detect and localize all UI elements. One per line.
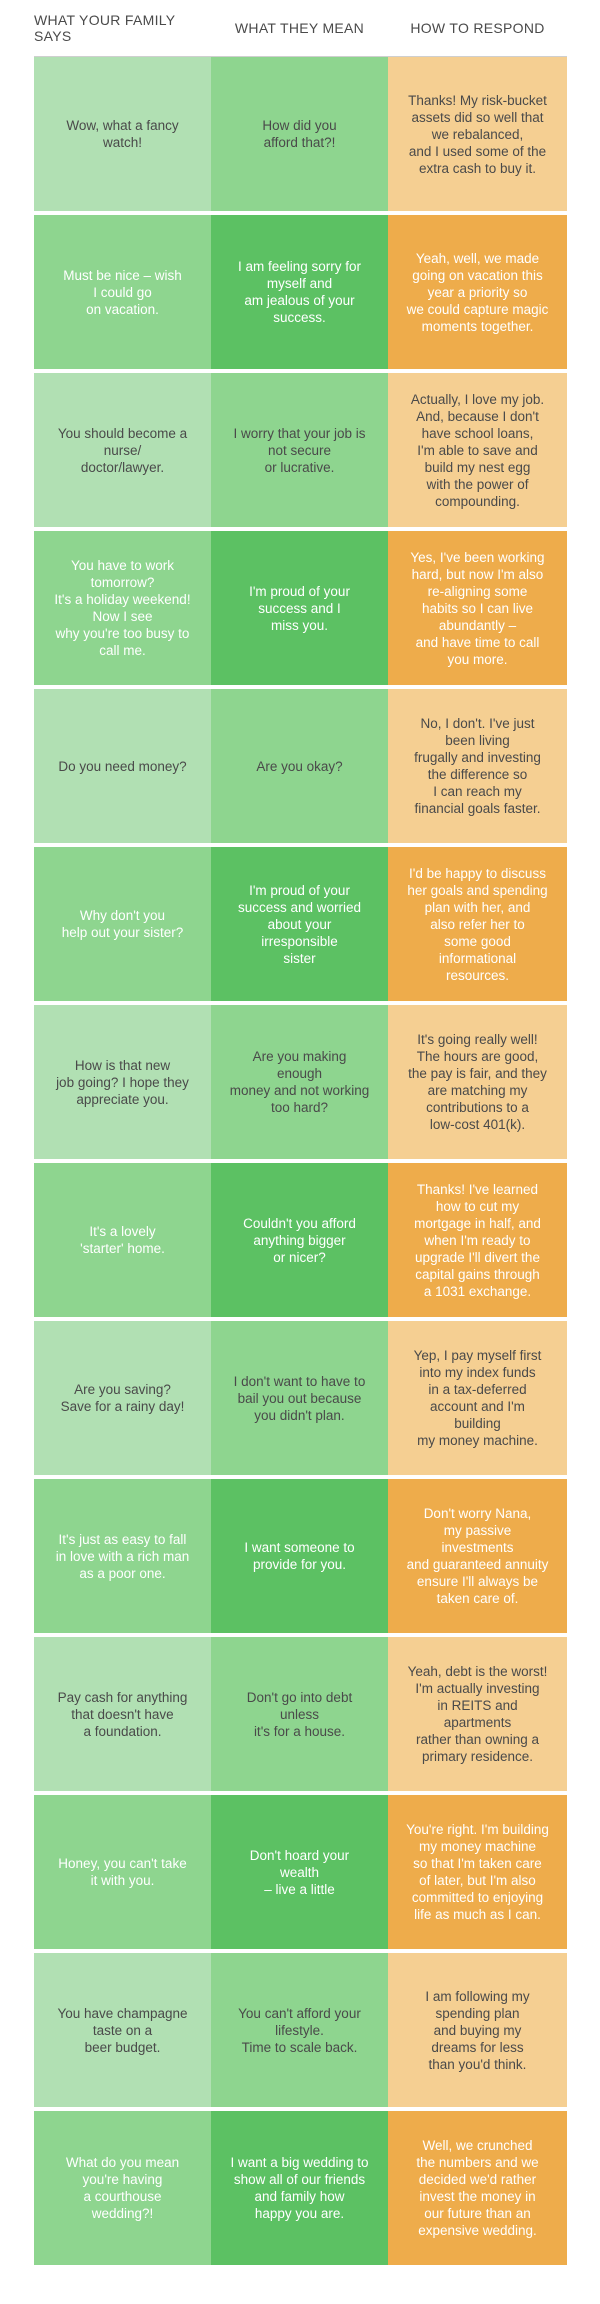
they-mean-cell: How did you afford that?! <box>211 57 388 211</box>
how-to-respond-cell: Yeah, well, we made going on vacation this year a priority so we could capture magic moments together. <box>388 215 567 369</box>
table-row <box>34 1637 567 1791</box>
table-row <box>34 1005 567 1159</box>
they-mean-cell: Don't hoard your wealth – live a little <box>211 1795 388 1949</box>
they-mean-cell: Couldn't you afford anything bigger or nicer? <box>211 1163 388 1317</box>
table-row <box>34 689 567 843</box>
they-mean-cell: I worry that your job is not secure or lucrative. <box>211 373 388 527</box>
family-says-cell: It's a lovely 'starter' home. <box>34 1163 211 1317</box>
table-row <box>34 1163 567 1317</box>
they-mean-cell: I want someone to provide for you. <box>211 1479 388 1633</box>
how-to-respond-cell: Thanks! I've learned how to cut my mortgage in half, and when I'm ready to upgrade I'll divert the capital gains through a 1031 exchange. <box>388 1163 567 1317</box>
table-row <box>34 57 567 211</box>
family-says-cell: Are you saving? Save for a rainy day! <box>34 1321 211 1475</box>
family-says-cell: What do you mean you're having a courthouse wedding?! <box>34 2111 211 2265</box>
they-mean-cell: I want a big wedding to show all of our friends and family how happy you are. <box>211 2111 388 2265</box>
how-to-respond-cell: Yep, I pay myself first into my index funds in a tax-deferred account and I'm building my money machine. <box>388 1321 567 1475</box>
they-mean-cell: I'm proud of your success and worried about your irresponsible sister <box>211 847 388 1001</box>
table-row <box>34 215 567 369</box>
family-says-cell: Honey, you can't take it with you. <box>34 1795 211 1949</box>
they-mean-cell: Don't go into debt unless it's for a house. <box>211 1637 388 1791</box>
family-says-cell: How is that new job going? I hope they appreciate you. <box>34 1005 211 1159</box>
they-mean-cell: I don't want to have to bail you out because you didn't plan. <box>211 1321 388 1475</box>
they-mean-cell: I'm proud of your success and I miss you. <box>211 531 388 685</box>
phrase-table <box>34 57 567 2269</box>
family-says-cell: You have to work tomorrow? It's a holiday weekend! Now I see why you're too busy to call me. <box>34 531 211 685</box>
family-says-cell: You have champagne taste on a beer budget. <box>34 1953 211 2107</box>
how-to-respond-cell: No, I don't. I've just been living frugally and investing the difference so I can reach my financial goals faster. <box>388 689 567 843</box>
family-says-cell: It's just as easy to fall in love with a rich man as a poor one. <box>34 1479 211 1633</box>
family-says-cell: You should become a nurse/ doctor/lawyer. <box>34 373 211 527</box>
how-to-respond-cell: Well, we crunched the numbers and we decided we'd rather invest the money in our future than an expensive wedding. <box>388 2111 567 2265</box>
table-row <box>34 1953 567 2107</box>
family-says-cell: Do you need money? <box>34 689 211 843</box>
table-row <box>34 531 567 685</box>
family-says-cell: Why don't you help out your sister? <box>34 847 211 1001</box>
family-says-cell: Wow, what a fancy watch! <box>34 57 211 211</box>
they-mean-cell: Are you okay? <box>211 689 388 843</box>
table-row <box>34 1321 567 1475</box>
how-to-respond-cell: I'd be happy to discuss her goals and spending plan with her, and also refer her to some good informational resources. <box>388 847 567 1001</box>
how-to-respond-cell: Yes, I've been working hard, but now I'm also re-aligning some habits so I can live abundantly – and have time to call you more. <box>388 531 567 685</box>
table-row <box>34 2111 567 2265</box>
how-to-respond-cell: Actually, I love my job. And, because I don't have school loans, I'm able to save and build my nest egg with the power of compounding. <box>388 373 567 527</box>
how-to-respond-cell: You're right. I'm building my money machine so that I'm taken care of later, but I'm also committed to enjoying life as much as I can. <box>388 1795 567 1949</box>
they-mean-cell: I am feeling sorry for myself and am jealous of your success. <box>211 215 388 369</box>
table-row <box>34 373 567 527</box>
header-they-mean: WHAT THEY MEAN <box>211 0 388 57</box>
how-to-respond-cell: I am following my spending plan and buying my dreams for less than you'd think. <box>388 1953 567 2107</box>
header-family-says: WHAT YOUR FAMILY SAYS <box>34 0 211 57</box>
table-row <box>34 1479 567 1633</box>
they-mean-cell: You can't afford your lifestyle. Time to scale back. <box>211 1953 388 2107</box>
how-to-respond-cell: It's going really well! The hours are good, the pay is fair, and they are matching my contributions to a low-cost 401(k). <box>388 1005 567 1159</box>
how-to-respond-cell: Thanks! My risk-bucket assets did so well that we rebalanced, and I used some of the extra cash to buy it. <box>388 57 567 211</box>
header-how-to-respond: HOW TO RESPOND <box>388 0 567 57</box>
how-to-respond-cell: Don't worry Nana, my passive investments and guaranteed annuity ensure I'll always be taken care of. <box>388 1479 567 1633</box>
how-to-respond-cell: Yeah, debt is the worst! I'm actually investing in REITS and apartments rather than owning a primary residence. <box>388 1637 567 1791</box>
they-mean-cell: Are you making enough money and not working too hard? <box>211 1005 388 1159</box>
table-row <box>34 847 567 1001</box>
table-row <box>34 1795 567 1949</box>
family-says-cell: Pay cash for anything that doesn't have a foundation. <box>34 1637 211 1791</box>
family-says-cell: Must be nice – wish I could go on vacation. <box>34 215 211 369</box>
column-headers <box>34 0 567 57</box>
